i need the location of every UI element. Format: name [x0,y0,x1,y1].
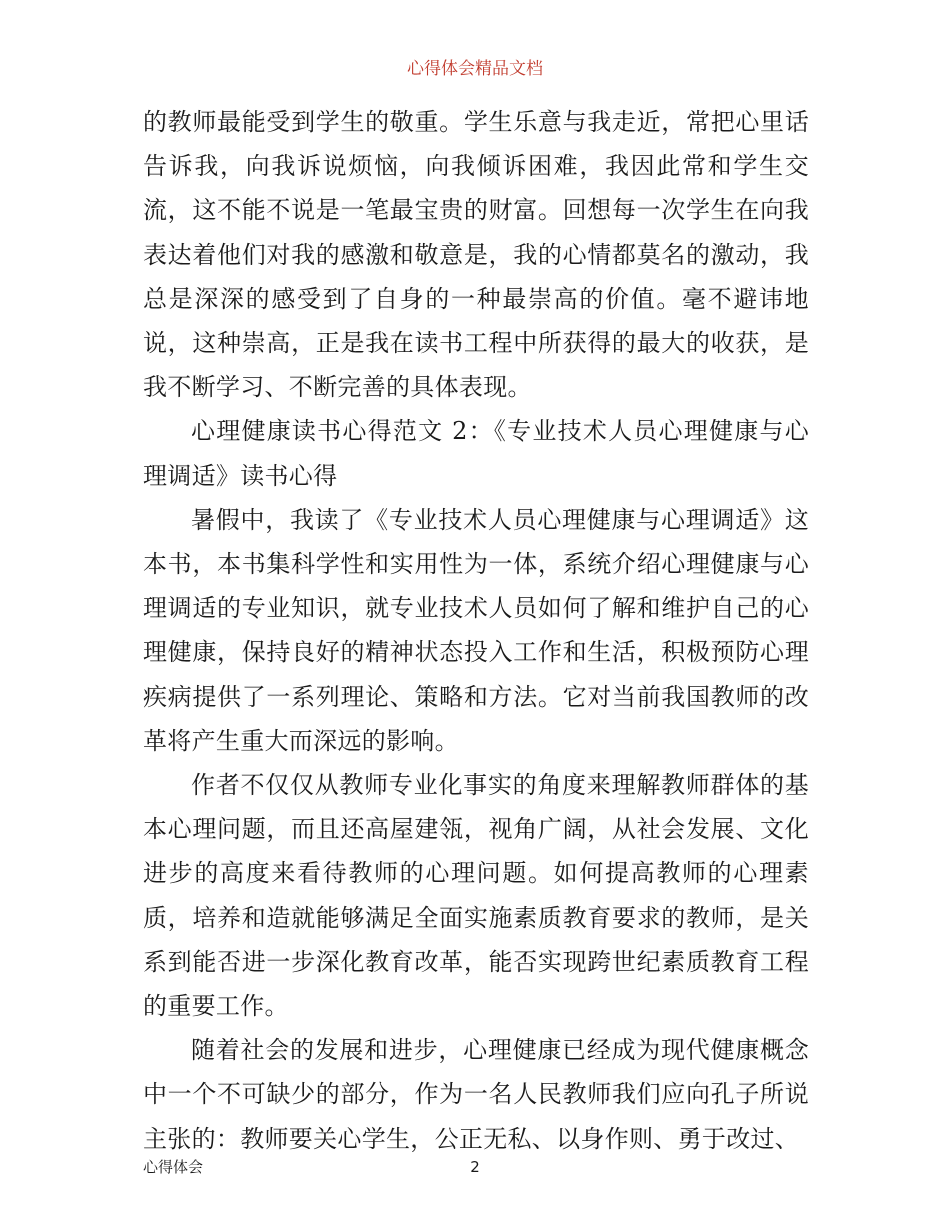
paragraph-1: 的教师最能受到学生的敬重。学生乐意与我走近，常把心里话告诉我，向我诉说烦恼，向我倾诉困难，我因此常和学生交流，这不能不说是一笔最宝贵的财富。回想每一次学生在向我表达着他们对我的感激和敬意是，我的心情都莫名的激动，我总是深深的感受到了自身的一种最崇高的价值。毫不避讳地说，这种崇高，正是我在读书工程中所获得的最大的收获，是我不断学习、不断完善的具体表现。 [143,108,809,402]
page-footer [0,1157,950,1181]
footer-label: 心得体会 [143,1158,204,1176]
paragraph-3: 暑假中，我读了《专业技术人员心理健康与心理调适》这本书，本书集科学性和实用性为一体，系统介绍心理健康与心理调适的专业知识，就专业技术人员如何了解和维护自己的心理健康，保持良好的精神状态投入工作和生活，积极预防心理疾病提供了一系列理论、策略和方法。它对当前我国教师的改革将产生重大而深远的影响。 [143,505,809,755]
paragraph-4: 作者不仅仅从教师专业化事实的角度来理解教师群体的基本心理问题，而且还高屋建瓴，视角广阔，从社会发展、文化进步的高度来看待教师的心理问题。如何提高教师的心理素质，培养和造就能够满足全面实施素质教育要求的教师，是关系到能否进一步深化教育改革，能否实现跨世纪素质教育工程的重要工作。 [143,771,809,1021]
page-number: 2 [470,1158,480,1176]
paragraph-2-section-title: 心理健康读书心得范文 2：《专业技术人员心理健康与心理调适》读书心得 [143,417,809,490]
page-header: 心得体会精品文档 [407,59,543,79]
paragraph-5: 随着社会的发展和进步，心理健康已经成为现代健康概念中一个不可缺少的部分，作为一名人民教师我们应向孔子所说主张的：教师要关心学生，公正无私、以身作则、勇于改过、 [143,1036,809,1153]
document-body [143,100,809,1161]
